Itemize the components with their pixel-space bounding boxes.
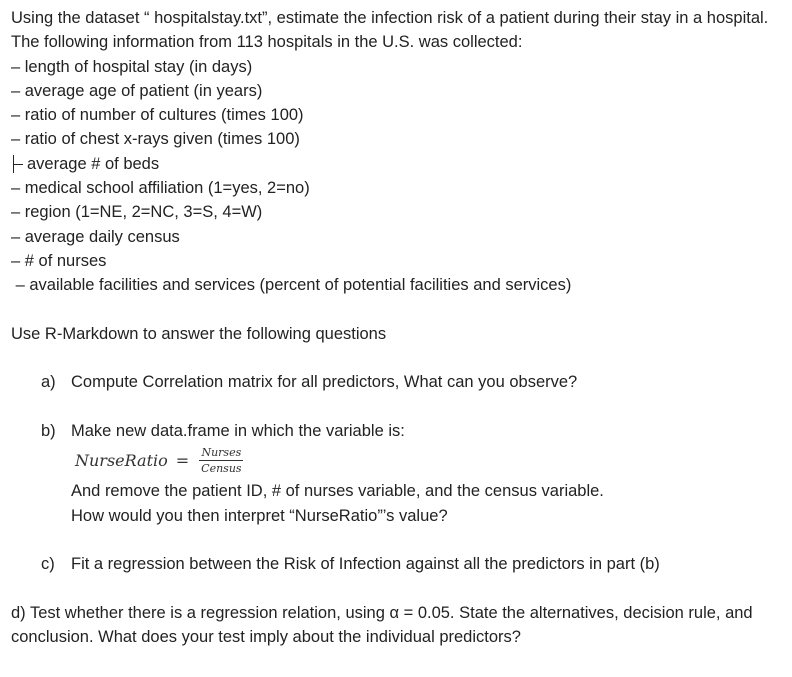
variable-item: – ratio of chest x-rays given (times 100) — [11, 130, 300, 149]
variable-item-label: average # of beds — [27, 154, 160, 173]
question-b-line: How would you then interpret “NurseRatio”’s value? — [71, 506, 448, 525]
variable-item: – medical school affiliation (1=yes, 2=no) — [11, 179, 310, 198]
document-body — [11, 6, 786, 649]
question-marker: c) — [41, 555, 55, 574]
variable-item: – region (1=NE, 2=NC, 3=S, 4=W) — [11, 203, 263, 222]
question-c — [11, 552, 786, 576]
question-text: Make new data.frame in which the variable is: — [71, 422, 405, 441]
formula-fraction — [199, 446, 243, 475]
intro-source-line: The following information from 113 hospitals in the U.S. was collected: — [11, 33, 523, 52]
variable-item: – average daily census — [11, 227, 180, 246]
intro-paragraph: Using the dataset “ hospitalstay.txt”, estimate the infection risk of a patient during their stay in a hospital. — [11, 9, 769, 27]
question-marker: b) — [41, 422, 56, 441]
variable-item: – average age of patient (in years) — [11, 81, 263, 100]
spacer — [11, 298, 786, 322]
formula-equals: = — [175, 450, 190, 470]
nurse-ratio-formula — [75, 443, 786, 477]
spacer — [11, 395, 786, 419]
formula-numerator: Nurses — [201, 445, 242, 459]
question-text: Compute Correlation matrix for all predictors, What can you observe? — [71, 373, 578, 392]
question-a — [11, 370, 786, 394]
spacer — [11, 528, 786, 552]
instruction-line: Use R-Markdown to answer the following questions — [11, 324, 387, 343]
variable-list — [11, 55, 786, 298]
variable-item-with-cursor — [11, 152, 786, 176]
text-cursor-icon — [11, 155, 25, 171]
question-text: Fit a regression between the Risk of Infection against all the predictors in part (b) — [71, 555, 660, 574]
formula-denominator: Census — [201, 461, 242, 475]
variable-item: – length of hospital stay (in days) — [11, 57, 253, 76]
question-b-line: And remove the patient ID, # of nurses variable, and the census variable. — [71, 482, 604, 501]
variable-item: – ratio of number of cultures (times 100) — [11, 106, 304, 125]
variable-item: – available facilities and services (percent of potential facilities and services) — [11, 276, 572, 295]
variable-item: – # of nurses — [11, 251, 107, 270]
question-d: d) Test whether there is a regression relation, using α = 0.05. State the alternatives, decision rule, and conclusion. What does your test imply about the individual predictors? — [11, 603, 753, 647]
formula-lhs: NurseRatio — [75, 450, 168, 470]
spacer — [11, 346, 786, 370]
question-b — [11, 419, 786, 443]
spacer — [11, 577, 786, 601]
question-marker: a) — [41, 373, 56, 392]
